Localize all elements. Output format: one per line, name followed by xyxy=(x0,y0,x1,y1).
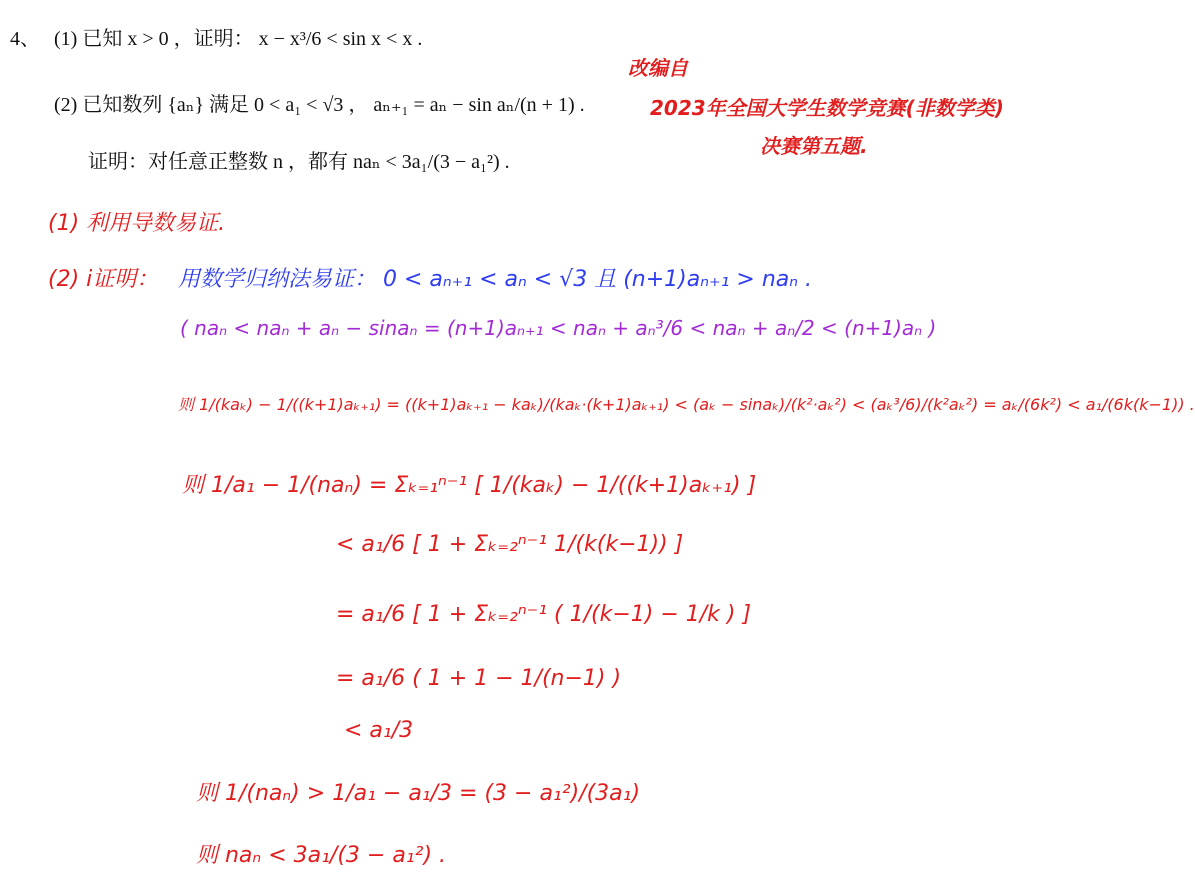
inequality-chain: ( naₙ < naₙ + aₙ − sinaₙ = (n+1)aₙ₊₁ < naₙ + aₙ³/6 < naₙ + aₙ/2 < (n+1)aₙ ) xyxy=(180,316,937,340)
proof-step-5: = a₁/6 ( 1 + 1 − 1/(n−1) ) xyxy=(336,666,622,691)
solution-part-2-induction: 用数学归纳法易证： 0 < aₙ₊₁ < aₙ < √3 且 (n+1)aₙ₊₁ > naₙ . xyxy=(178,267,813,292)
solution-part-2-label: (2) i证明： xyxy=(48,267,159,292)
proof-step-6: < a₁/3 xyxy=(344,718,414,743)
source-note-line-3: 决赛第五题. xyxy=(760,134,868,158)
proof-step-2: 则 1/a₁ − 1/(naₙ) = Σₖ₌₁ⁿ⁻¹ [ 1/(kaₖ) − 1/((k+1)aₖ₊₁) ] xyxy=(182,473,757,498)
source-note-line-2: 2023年全国大学生数学竞赛(非数学类) xyxy=(650,96,1004,120)
proof-step-7: 则 1/(naₙ) > 1/a₁ − a₁/3 = (3 − a₁²)/(3a₁) xyxy=(196,781,641,806)
problem-number: 4、 xyxy=(10,28,40,50)
source-note-line-1: 改编自 xyxy=(628,56,688,80)
proof-step-4: = a₁/6 [ 1 + Σₖ₌₂ⁿ⁻¹ ( 1/(k−1) − 1/k ) ] xyxy=(336,602,752,627)
proof-step-8: 则 naₙ < 3a₁/(3 − a₁²) . xyxy=(196,843,447,868)
solution-part-1: (1) 利用导数易证. xyxy=(48,211,226,236)
proof-step-1: 则 1/(kaₖ) − 1/((k+1)aₖ₊₁) = ((k+1)aₖ₊₁ − kaₖ)/(kaₖ·(k+1)aₖ₊₁) < (aₖ − sinaₖ)/(k²·aₖ²) < (aₖ³/6)/(k²aₖ²) = aₖ/(6k²) < a₁/(6k(k−1)) . xyxy=(178,395,1195,414)
proof-step-3: < a₁/6 [ 1 + Σₖ₌₂ⁿ⁻¹ 1/(k(k−1)) ] xyxy=(336,532,684,557)
problem-part-2-claim: 证明：对任意正整数 n ，都有 naₙ < 3a₁/(3 − a₁²) . xyxy=(88,151,510,173)
problem-part-1: (1) 已知 x > 0 ，证明： x − x³/6 < sin x < x . xyxy=(54,28,423,50)
problem-part-2-condition: (2) 已知数列 {aₙ} 满足 0 < a₁ < √3 ， aₙ₊₁ = aₙ − sin aₙ/(n + 1) . xyxy=(54,94,585,116)
